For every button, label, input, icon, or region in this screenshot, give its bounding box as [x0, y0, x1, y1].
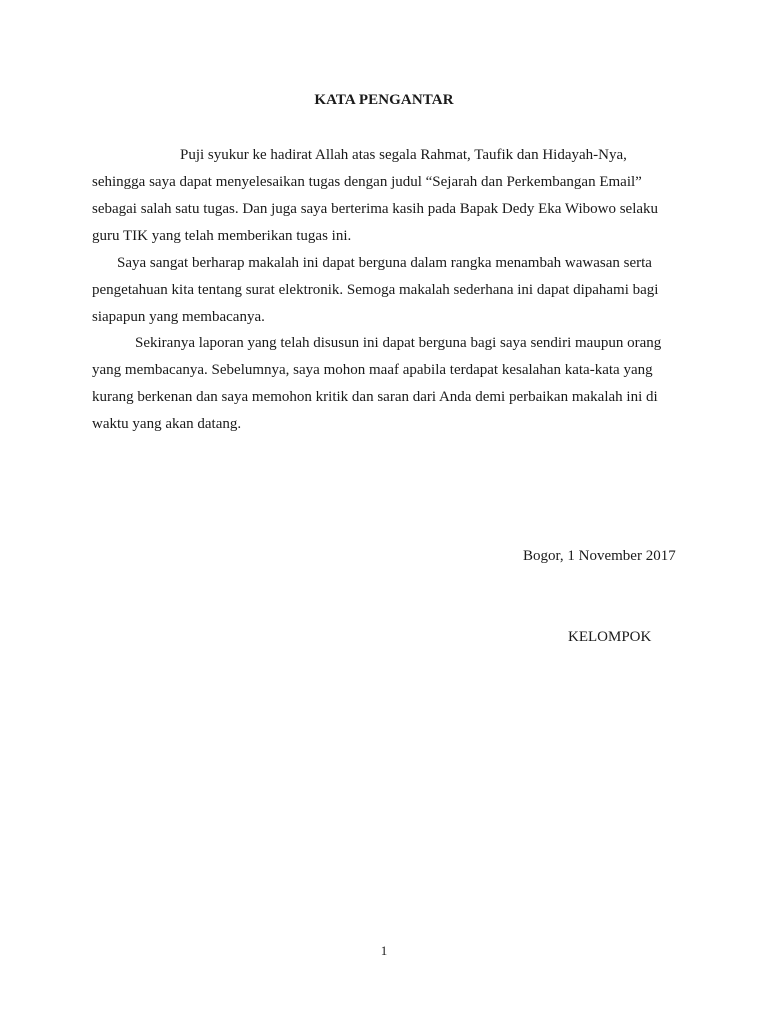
signature-name: KELOMPOK: [568, 629, 652, 645]
paragraph-line: pengetahuan kita tentang surat elektronik. Semoga makalah sederhana ini dapat dipahami bagi: [92, 282, 659, 298]
paragraph-line: siapapun yang membacanya.: [92, 309, 265, 325]
paragraph-line: Puji syukur ke hadirat Allah atas segala Rahmat, Taufik dan Hidayah-Nya,: [180, 147, 627, 163]
page-number: 1: [380, 943, 388, 958]
paragraph-line: sehingga saya dapat menyelesaikan tugas dengan judul “Sejarah dan Perkembangan Email”: [92, 174, 642, 190]
paragraph-line: waktu yang akan datang.: [92, 416, 242, 432]
paragraph-line: yang membacanya. Sebelumnya, saya mohon maaf apabila terdapat kesalahan kata-kata yang: [92, 362, 653, 378]
paragraph-line: guru TIK yang telah memberikan tugas ini.: [92, 228, 352, 244]
page-title: KATA PENGANTAR: [314, 92, 454, 108]
paragraph-line: Sekiranya laporan yang telah disusun ini dapat berguna bagi saya sendiri maupun orang: [135, 335, 662, 351]
paragraph-line: Saya sangat berharap makalah ini dapat berguna dalam rangka menambah wawasan serta: [117, 255, 652, 271]
place-date: Bogor, 1 November 2017: [523, 548, 676, 564]
paragraph-line: sebagai salah satu tugas. Dan juga saya berterima kasih pada Bapak Dedy Eka Wibowo selaku: [92, 201, 659, 217]
paragraph-line: kurang berkenan dan saya memohon kritik dan saran dari Anda demi perbaikan makalah ini di: [92, 389, 658, 405]
